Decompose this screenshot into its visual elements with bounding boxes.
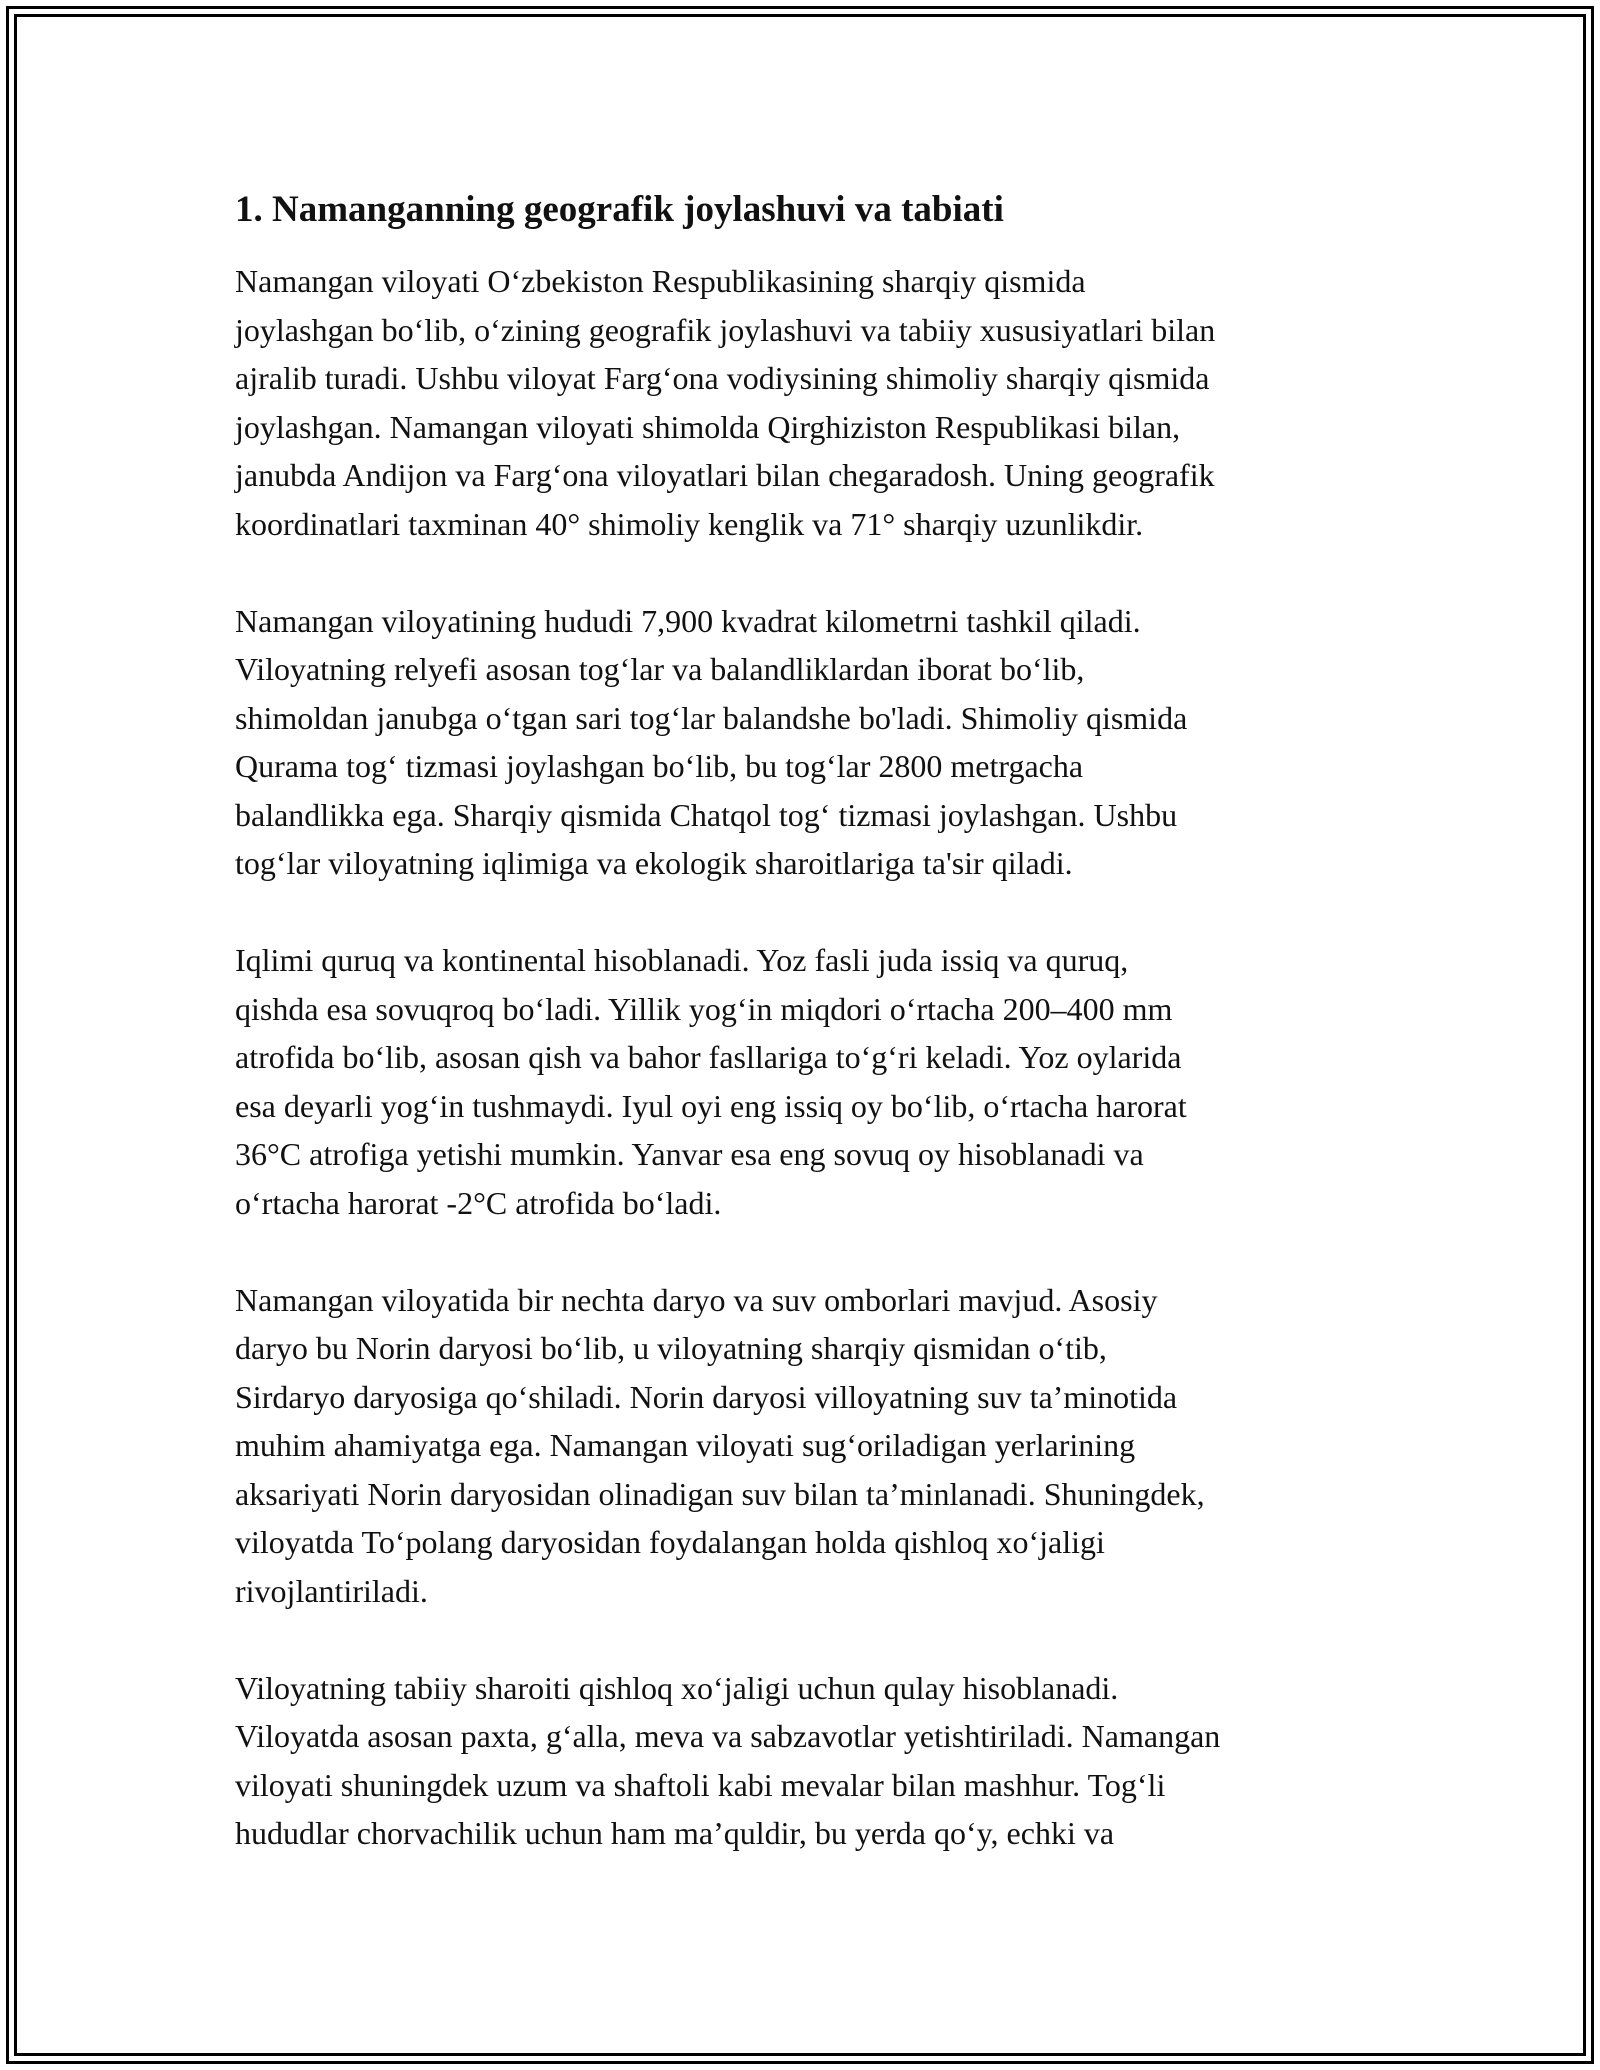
text-line: Sirdaryo daryosiga qo‘shiladi. Norin daryosi villoyatning suv ta’minotida bbox=[235, 1378, 1178, 1415]
section-heading: 1. Namanganning geografik joylashuvi va tabiati bbox=[235, 189, 1004, 230]
paragraph-rivers bbox=[235, 1276, 1385, 1616]
text-line: Iqlimi quruq va kontinental hisoblanadi. Yoz fasli juda issiq va quruq, bbox=[235, 942, 1129, 978]
text-line: koordinatlari taxminan 40° shimoliy kenglik va 71° sharqiy uzunlikdir. bbox=[235, 505, 1144, 542]
text-line: joylashgan bo‘lib, o‘zining geografik joylashuvi va tabiiy xususiyatlari bilan bbox=[235, 311, 1216, 348]
paragraph-agriculture bbox=[235, 1664, 1385, 1858]
text-line: viloyati shuningdek uzum va shaftoli kabi mevalar bilan mashhur. Tog‘li bbox=[235, 1766, 1166, 1803]
document-body bbox=[235, 185, 1385, 1906]
text-line: esa deyarli yog‘in tushmaydi. Iyul oyi eng issiq oy bo‘lib, o‘rtacha harorat bbox=[235, 1087, 1187, 1124]
text-line: janubda Andijon va Farg‘ona viloyatlari bilan chegaradosh. Uning geografik bbox=[235, 457, 1215, 493]
text-line: 36°C atrofiga yetishi mumkin. Yanvar esa eng sovuq oy hisoblanadi va bbox=[235, 1136, 1144, 1172]
text-line: tog‘lar viloyatning iqlimiga va ekologik sharoitlariga ta'sir qiladi. bbox=[235, 845, 1073, 881]
text-line: rivojlantiriladi. bbox=[235, 1572, 428, 1609]
text-line: Viloyatda asosan paxta, g‘alla, meva va sabzavotlar yetishtiriladi. Namangan bbox=[235, 1718, 1221, 1754]
text-line: Namangan viloyatida bir nechta daryo va suv omborlari mavjud. Asosiy bbox=[235, 1281, 1158, 1318]
text-line: Namangan viloyatining hududi 7,900 kvadrat kilometrni tashkil qiladi. bbox=[235, 602, 1141, 639]
text-line: ajralib turadi. Ushbu viloyat Farg‘ona vodiysining shimoliy sharqiy qismida bbox=[235, 360, 1210, 396]
text-line: aksariyati Norin daryosidan olinadigan suv bilan ta’minlanadi. Shuningdek, bbox=[235, 1475, 1205, 1512]
paragraph-relief bbox=[235, 597, 1385, 888]
text-line: qishda esa sovuqroq bo‘ladi. Yillik yog‘in miqdori o‘rtacha 200–400 mm bbox=[235, 990, 1173, 1027]
paragraph-climate bbox=[235, 936, 1385, 1227]
text-line: Namangan viloyati O‘zbekiston Respublikasining sharqiy qismida bbox=[235, 263, 1086, 299]
text-line: Qurama tog‘ tizmasi joylashgan bo‘lib, bu tog‘lar 2800 metrgacha bbox=[235, 748, 1084, 784]
text-line: viloyatda To‘polang daryosidan foydalangan holda qishloq xo‘jaligi bbox=[235, 1524, 1105, 1560]
text-line: o‘rtacha harorat -2°C atrofida bo‘ladi. bbox=[235, 1184, 722, 1221]
paragraph-geography bbox=[235, 257, 1385, 548]
text-line: Viloyatning relyefi asosan tog‘lar va balandliklardan iborat bo‘lib, bbox=[235, 651, 1085, 687]
text-line: joylashgan. Namangan viloyati shimolda Qirghiziston Respublikasi bilan, bbox=[235, 408, 1181, 445]
text-line: Viloyatning tabiiy sharoiti qishloq xo‘jaligi uchun qulay hisoblanadi. bbox=[235, 1669, 1119, 1706]
text-line: balandlikka ega. Sharqiy qismida Chatqol tog‘ tizmasi joylashgan. Ushbu bbox=[235, 796, 1178, 833]
text-line: atrofida bo‘lib, asosan qish va bahor fasllariga to‘g‘ri keladi. Yoz oylarida bbox=[235, 1039, 1182, 1075]
text-line: muhim ahamiyatga ega. Namangan viloyati sug‘oriladigan yerlarining bbox=[235, 1427, 1136, 1463]
text-line: shimoldan janubga o‘tgan sari tog‘lar balandshe bo'ladi. Shimoliy qismida bbox=[235, 699, 1188, 736]
text-line: daryo bu Norin daryosi bo‘lib, u viloyatning sharqiy qismidan o‘tib, bbox=[235, 1330, 1107, 1366]
text-line: hududlar chorvachilik uchun ham ma’quldir, bu yerda qo‘y, echki va bbox=[235, 1815, 1115, 1851]
